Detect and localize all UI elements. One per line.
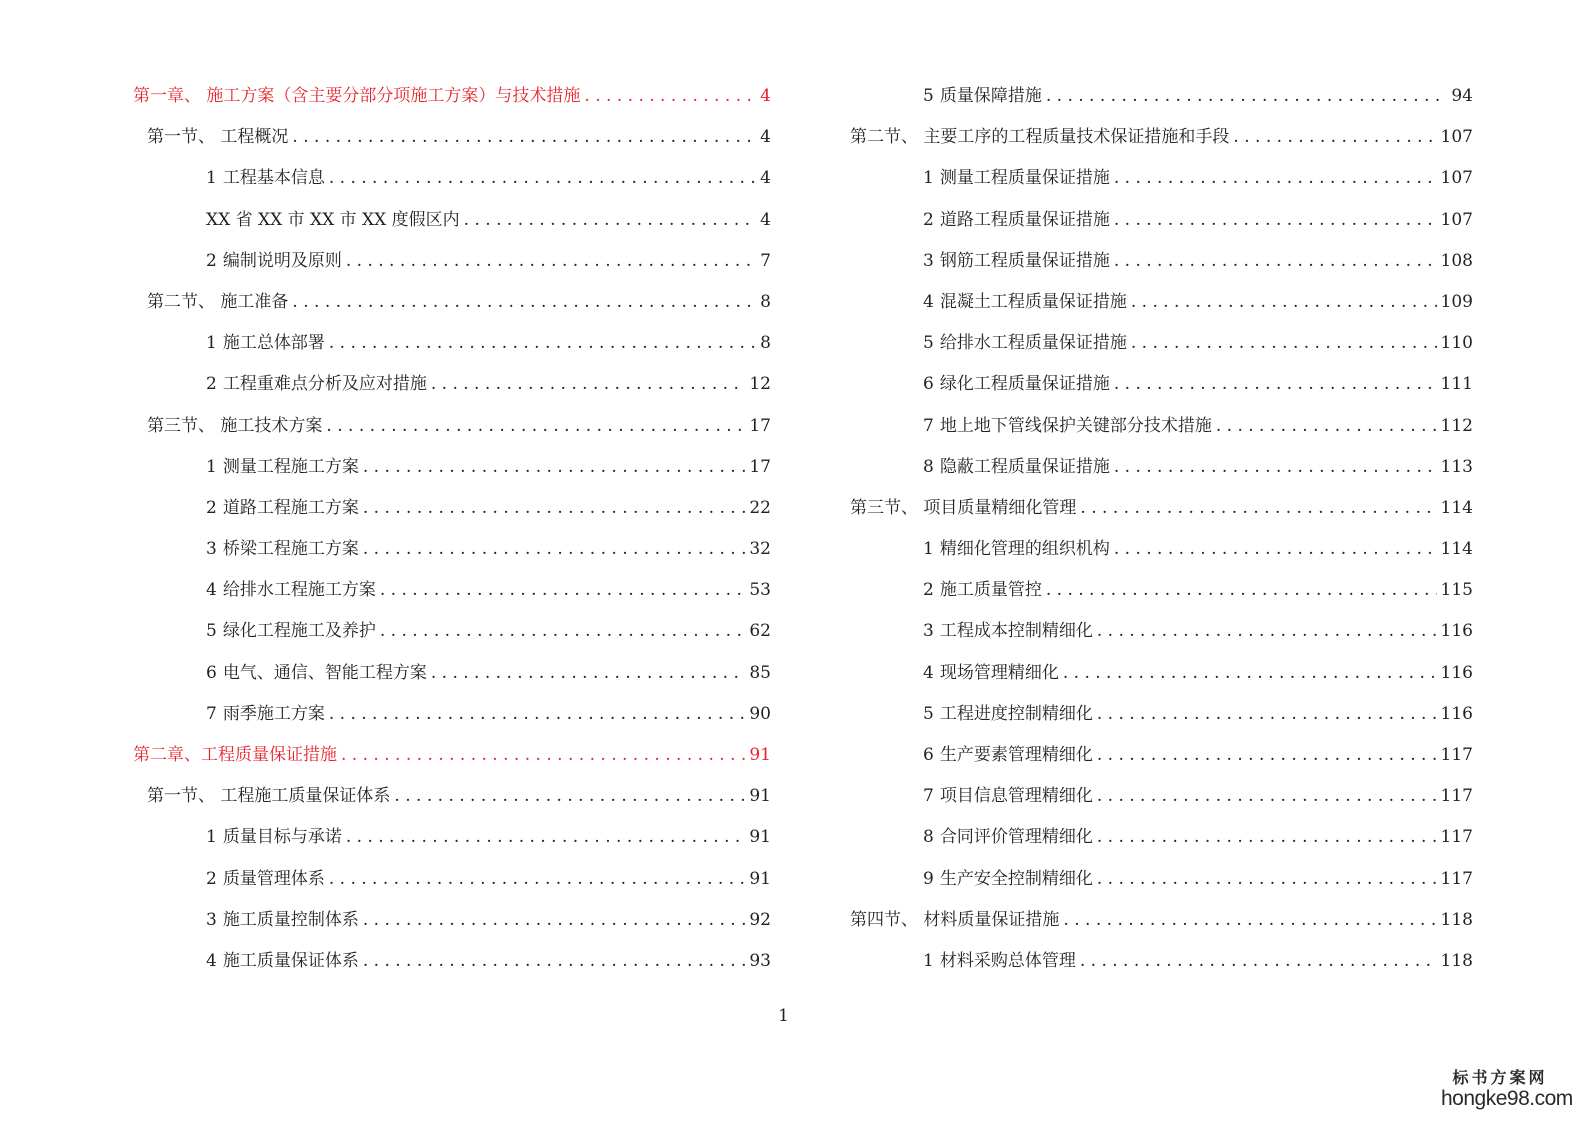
toc-entry-number: 3: [206, 909, 217, 930]
toc-subsection-entry[interactable]: [133, 323, 771, 364]
toc-subsection-entry[interactable]: [133, 653, 771, 694]
toc-entry-text: 生产安全控制精细化: [939, 868, 1093, 889]
toc-entry-text: 施工质量管控: [939, 580, 1042, 601]
toc-entry-number: 3: [923, 621, 934, 642]
toc-entry-text: 绿化工程施工及养护: [222, 621, 376, 642]
toc-entry-number: 5: [923, 86, 934, 106]
toc-dot-leader: [584, 76, 756, 117]
toc-entry-title: [206, 570, 376, 611]
toc-entry-text: 工程基本信息: [222, 168, 325, 189]
toc-entry-text: 编制说明及原则: [222, 250, 342, 271]
toc-dot-leader: [363, 941, 746, 982]
toc-page-number: 92: [749, 909, 771, 930]
toc-section-entry[interactable]: [133, 282, 771, 323]
toc-entry-title: [206, 488, 359, 529]
toc-entry-title: [923, 447, 1110, 488]
toc-subsection-entry[interactable]: [133, 488, 771, 529]
toc-left-column: [133, 76, 771, 982]
toc-subsection-entry[interactable]: [850, 653, 1473, 694]
toc-entry-number: 1: [923, 539, 934, 560]
toc-page-number: 115: [1440, 580, 1473, 601]
toc-chapter-entry[interactable]: [133, 76, 771, 117]
toc-entry-title: [923, 817, 1093, 858]
toc-entry-number: 3: [206, 539, 217, 560]
toc-subsection-entry[interactable]: [133, 694, 771, 735]
toc-entry-title: [923, 776, 1093, 817]
toc-page-number: 118: [1440, 950, 1473, 971]
toc-entry-title: [206, 694, 325, 735]
toc-dot-leader: [292, 117, 756, 158]
toc-dot-leader: [1063, 653, 1437, 694]
toc-dot-leader: [363, 529, 746, 570]
toc-entry-number: 1: [206, 827, 217, 848]
toc-page-number: 4: [760, 127, 771, 148]
toc-entry-text: 现场管理精细化: [939, 662, 1059, 683]
toc-dot-leader: [1097, 694, 1437, 735]
toc-entry-text: 质量保障措施: [939, 86, 1042, 106]
toc-entry-text: 施工总体部署: [222, 333, 325, 354]
toc-entry-text: 工程成本控制精细化: [939, 621, 1093, 642]
toc-page-number: 90: [749, 703, 771, 724]
toc-dot-leader: [363, 900, 746, 941]
toc-entry-text: 第一节、 工程概况: [147, 127, 289, 148]
toc-dot-leader: [1233, 117, 1436, 158]
toc-dot-leader: [394, 776, 745, 817]
toc-page-number: 7: [760, 250, 771, 271]
toc-page-number: 8: [760, 333, 771, 354]
toc-entry-title: [206, 529, 359, 570]
toc-subsection-entry[interactable]: [850, 570, 1473, 611]
toc-dot-leader: [346, 241, 756, 282]
toc-entry-title: [923, 735, 1093, 776]
toc-dot-leader: [380, 570, 746, 611]
toc-dot-leader: [464, 200, 757, 241]
toc-entry-text: 第一节、 工程施工质量保证体系: [147, 786, 391, 807]
toc-dot-leader: [1097, 817, 1437, 858]
toc-entry-text: 道路工程质量保证措施: [939, 209, 1110, 230]
toc-subsection-entry[interactable]: [850, 406, 1473, 447]
toc-page-number: 113: [1440, 456, 1473, 477]
toc-entry-text: 钢筋工程质量保证措施: [939, 250, 1110, 271]
toc-entry-title: [923, 241, 1110, 282]
toc-page-number: 91: [749, 745, 771, 765]
toc-subsection-entry[interactable]: [133, 570, 771, 611]
toc-entry-text: 第二章、工程质量保证措施: [133, 745, 337, 765]
toc-entry-number: 1: [206, 168, 217, 189]
toc-subsection-entry[interactable]: [850, 776, 1473, 817]
toc-page-number: 117: [1440, 745, 1473, 765]
toc-subsection-entry[interactable]: [133, 447, 771, 488]
toc-entry-title: [206, 200, 460, 241]
toc-subsection-entry[interactable]: [133, 859, 771, 900]
toc-subsection-entry[interactable]: [133, 200, 771, 241]
toc-entry-text: 第一章、 施工方案（含主要分部分项施工方案）与技术措施: [133, 86, 581, 106]
toc-entry-number: 4: [923, 662, 934, 683]
toc-subsection-entry[interactable]: [850, 200, 1473, 241]
toc-entry-text: 生产要素管理精细化: [939, 745, 1093, 765]
toc-entry-text: 第二节、 主要工序的工程质量技术保证措施和手段: [850, 127, 1230, 148]
toc-subsection-entry[interactable]: [850, 611, 1473, 652]
toc-page-number: 111: [1440, 374, 1473, 395]
toc-dot-leader: [1063, 900, 1436, 941]
toc-page-number: 117: [1440, 868, 1473, 889]
toc-page-number: 107: [1440, 127, 1473, 148]
toc-entry-text: 电气、通信、智能工程方案: [222, 662, 427, 683]
toc-dot-leader: [1114, 364, 1437, 405]
toc-entry-title: [923, 570, 1042, 611]
toc-subsection-entry[interactable]: [133, 900, 771, 941]
toc-page-number: 91: [749, 827, 771, 848]
toc-entry-title: [206, 611, 376, 652]
toc-entry-number: 5: [206, 621, 217, 642]
toc-entry-number: 8: [923, 456, 934, 477]
toc-entry-text: 材料采购总体管理: [939, 950, 1076, 971]
toc-page-number: 32: [749, 539, 771, 560]
toc-entry-title: [206, 323, 325, 364]
toc-dot-leader: [1131, 282, 1437, 323]
toc-entry-text: 精细化管理的组织机构: [939, 539, 1110, 560]
toc-entry-number: 2: [206, 250, 217, 271]
toc-entry-text: 第二节、 施工准备: [147, 291, 289, 312]
toc-page-number: 112: [1440, 415, 1473, 436]
toc-entry-title: [850, 900, 1059, 941]
toc-dot-leader: [1114, 529, 1437, 570]
toc-entry-text: 第三节、 项目质量精细化管理: [850, 497, 1077, 518]
toc-page-number: 62: [749, 621, 771, 642]
toc-entry-text: 混凝土工程质量保证措施: [939, 291, 1127, 312]
toc-entry-text: 工程重难点分析及应对措施: [222, 374, 427, 395]
toc-subsection-entry[interactable]: [133, 158, 771, 199]
toc-dot-leader: [329, 158, 756, 199]
toc-page-number: 4: [760, 86, 771, 106]
toc-section-entry[interactable]: [133, 117, 771, 158]
toc-right-column: [850, 76, 1473, 982]
toc-entry-number: 6: [923, 745, 934, 765]
watermark-brand: 标书方案网: [1452, 1068, 1548, 1087]
toc-entry-number: 7: [206, 703, 217, 724]
toc-entry-text: 桥梁工程施工方案: [222, 539, 359, 560]
toc-dot-leader: [380, 611, 746, 652]
toc-entry-title: [923, 364, 1110, 405]
toc-entry-title: [206, 817, 342, 858]
toc-entry-title: [923, 941, 1076, 982]
toc-entry-title: [850, 117, 1229, 158]
toc-entry-number: 1: [206, 456, 217, 477]
toc-entry-title: [923, 859, 1093, 900]
toc-dot-leader: [431, 364, 746, 405]
toc-entry-number: 2: [923, 580, 934, 601]
toc-subsection-entry[interactable]: [850, 735, 1473, 776]
toc-entry-title: [147, 776, 390, 817]
toc-dot-leader: [1114, 158, 1437, 199]
toc-page-number: 93: [749, 950, 771, 971]
toc-entry-number: 7: [923, 786, 934, 807]
toc-subsection-entry[interactable]: [133, 529, 771, 570]
toc-entry-number: 9: [923, 868, 934, 889]
toc-subsection-entry[interactable]: [850, 694, 1473, 735]
toc-page-number: 17: [749, 415, 771, 436]
toc-subsection-entry[interactable]: [850, 241, 1473, 282]
toc-dot-leader: [326, 406, 745, 447]
toc-entry-title: [133, 76, 580, 117]
toc-page-number: 117: [1440, 786, 1473, 807]
toc-entry-number: 1: [923, 168, 934, 189]
toc-entry-title: [206, 941, 359, 982]
toc-subsection-entry[interactable]: [133, 817, 771, 858]
toc-entry-text: 绿化工程质量保证措施: [939, 374, 1110, 395]
toc-dot-leader: [292, 282, 756, 323]
toc-dot-leader: [363, 447, 746, 488]
toc-entry-number: 2: [206, 374, 217, 395]
toc-page-number: 109: [1440, 291, 1473, 312]
toc-page-number: 91: [749, 868, 771, 889]
toc-subsection-entry[interactable]: [850, 817, 1473, 858]
toc-subsection-entry[interactable]: [133, 941, 771, 982]
toc-subsection-entry[interactable]: [850, 282, 1473, 323]
toc-dot-leader: [1216, 406, 1437, 447]
toc-subsection-entry[interactable]: [850, 158, 1473, 199]
toc-dot-leader: [329, 859, 746, 900]
toc-page-number: 107: [1440, 168, 1473, 189]
toc-entry-text: 测量工程施工方案: [222, 456, 359, 477]
toc-entry-number: 1: [923, 950, 934, 971]
toc-page-number: 116: [1440, 703, 1473, 724]
toc-subsection-entry[interactable]: [850, 941, 1473, 982]
toc-entry-title: [147, 282, 288, 323]
toc-page-number: 114: [1440, 539, 1473, 560]
toc-entry-text: 质量管理体系: [222, 868, 325, 889]
toc-section-entry[interactable]: [850, 900, 1473, 941]
toc-subsection-entry[interactable]: [850, 76, 1473, 117]
toc-subsection-entry[interactable]: [850, 859, 1473, 900]
toc-entry-text: XX 省 XX 市 XX 市 XX 度假区内: [206, 209, 460, 230]
toc-dot-leader: [363, 488, 746, 529]
toc-subsection-entry[interactable]: [850, 364, 1473, 405]
toc-entry-number: 8: [923, 827, 934, 848]
toc-subsection-entry[interactable]: [133, 364, 771, 405]
toc-entry-title: [206, 653, 427, 694]
toc-entry-number: 5: [923, 333, 934, 354]
toc-entry-title: [923, 653, 1059, 694]
toc-entry-number: 7: [923, 415, 934, 436]
toc-page-number: 108: [1440, 250, 1473, 271]
toc-entry-title: [923, 323, 1127, 364]
toc-entry-title: [923, 406, 1212, 447]
toc-page-number: 12: [749, 374, 771, 395]
toc-page-number: 4: [760, 168, 771, 189]
toc-entry-title: [133, 735, 337, 776]
toc-entry-title: [923, 158, 1110, 199]
watermark-url: hongke98.com: [1441, 1087, 1573, 1110]
toc-section-entry[interactable]: [133, 406, 771, 447]
toc-entry-title: [850, 488, 1076, 529]
toc-entry-number: 6: [206, 662, 217, 683]
toc-dot-leader: [1114, 200, 1437, 241]
toc-entry-text: 第三节、 施工技术方案: [147, 415, 323, 436]
page-number: 1: [778, 1006, 789, 1026]
toc-page-number: 17: [749, 456, 771, 477]
toc-entry-title: [923, 611, 1093, 652]
toc-entry-text: 工程进度控制精细化: [939, 703, 1093, 724]
toc-entry-text: 给排水工程施工方案: [222, 580, 376, 601]
toc-entry-number: 2: [206, 868, 217, 889]
toc-entry-title: [923, 694, 1093, 735]
toc-section-entry[interactable]: [850, 488, 1473, 529]
toc-entry-number: 4: [206, 580, 217, 601]
toc-dot-leader: [1114, 241, 1437, 282]
toc-dot-leader: [346, 817, 746, 858]
toc-page-number: 107: [1440, 209, 1473, 230]
toc-entry-title: [206, 241, 342, 282]
toc-entry-text: 施工质量保证体系: [222, 950, 359, 971]
toc-section-entry[interactable]: [133, 776, 771, 817]
toc-entry-text: 隐蔽工程质量保证措施: [939, 456, 1110, 477]
toc-dot-leader: [1097, 859, 1437, 900]
toc-page-number: 85: [749, 662, 771, 683]
toc-page-number: 4: [760, 209, 771, 230]
toc-entry-title: [923, 200, 1110, 241]
toc-entry-text: 给排水工程质量保证措施: [939, 333, 1127, 354]
toc-entry-title: [923, 76, 1042, 117]
toc-entry-text: 第四节、 材料质量保证措施: [850, 909, 1060, 930]
toc-subsection-entry[interactable]: [133, 611, 771, 652]
toc-page-number: 94: [1451, 86, 1473, 106]
toc-entry-number: 5: [923, 703, 934, 724]
toc-entry-number: 3: [923, 250, 934, 271]
toc-entry-title: [923, 282, 1127, 323]
toc-dot-leader: [1131, 323, 1437, 364]
toc-entry-number: 2: [923, 209, 934, 230]
toc-page-number: 22: [749, 497, 771, 518]
toc-chapter-entry[interactable]: [133, 735, 771, 776]
toc-page-number: 116: [1440, 662, 1473, 683]
toc-entry-title: [206, 900, 359, 941]
toc-entry-number: 6: [923, 374, 934, 395]
toc-dot-leader: [1097, 611, 1437, 652]
toc-dot-leader: [1046, 76, 1448, 117]
toc-entry-text: 测量工程质量保证措施: [939, 168, 1110, 189]
toc-page-number: 8: [760, 291, 771, 312]
toc-entry-title: [206, 158, 325, 199]
toc-dot-leader: [1114, 447, 1437, 488]
toc-entry-text: 质量目标与承诺: [222, 827, 342, 848]
toc-dot-leader: [329, 694, 746, 735]
toc-dot-leader: [1097, 776, 1437, 817]
toc-entry-title: [147, 406, 322, 447]
toc-page-number: 53: [749, 580, 771, 601]
toc-subsection-entry[interactable]: [850, 447, 1473, 488]
toc-entry-text: 地上地下管线保护关键部分技术措施: [939, 415, 1212, 436]
toc-page-number: 117: [1440, 827, 1473, 848]
toc-entry-number: 4: [923, 291, 934, 312]
toc-dot-leader: [1080, 941, 1437, 982]
toc-dot-leader: [341, 735, 745, 776]
toc-page-number: 116: [1440, 621, 1473, 642]
toc-dot-leader: [1097, 735, 1437, 776]
toc-entry-text: 雨季施工方案: [222, 703, 325, 724]
toc-entry-text: 道路工程施工方案: [222, 497, 359, 518]
toc-entry-number: 2: [206, 497, 217, 518]
toc-entry-title: [206, 447, 359, 488]
toc-subsection-entry[interactable]: [850, 529, 1473, 570]
toc-dot-leader: [431, 653, 746, 694]
toc-page-number: 110: [1440, 333, 1473, 354]
watermark-logo: [1441, 1068, 1573, 1110]
toc-entry-number: 4: [206, 950, 217, 971]
toc-dot-leader: [329, 323, 756, 364]
toc-entry-text: 施工质量控制体系: [222, 909, 359, 930]
toc-subsection-entry[interactable]: [133, 241, 771, 282]
toc-entry-title: [206, 859, 325, 900]
toc-page-number: 91: [749, 786, 771, 807]
toc-section-entry[interactable]: [850, 117, 1473, 158]
toc-entry-title: [923, 529, 1110, 570]
toc-entry-text: 合同评价管理精细化: [939, 827, 1093, 848]
toc-subsection-entry[interactable]: [850, 323, 1473, 364]
toc-entry-number: 1: [206, 333, 217, 354]
toc-entry-title: [206, 364, 427, 405]
toc-entry-text: 项目信息管理精细化: [939, 786, 1093, 807]
toc-page-number: 118: [1440, 909, 1473, 930]
toc-dot-leader: [1080, 488, 1436, 529]
toc-page-number: 114: [1440, 497, 1473, 518]
toc-entry-title: [147, 117, 288, 158]
toc-dot-leader: [1046, 570, 1437, 611]
